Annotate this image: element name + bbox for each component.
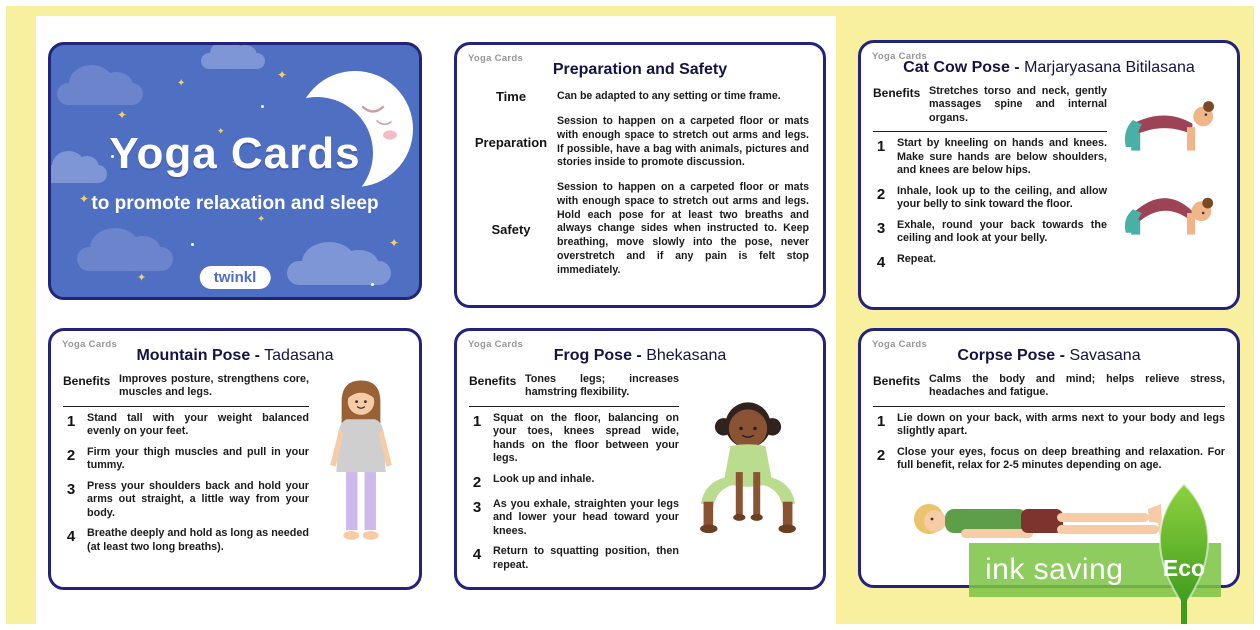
star-icon [177,79,185,89]
card-corner-label: Yoga Cards [62,339,118,350]
step-number: 2 [472,473,482,491]
benefits-text: Calms the body and mind; helps relieve stress, headaches and fatigue. [929,373,1225,399]
star-icon [277,69,287,81]
benefits-label: Benefits [63,374,111,388]
prep-row-safety [465,181,809,277]
step-row [873,185,1107,212]
step-number: 4 [472,546,482,564]
step-number: 1 [66,412,76,430]
benefits-label: Benefits [873,374,921,388]
step-text: Press your shoulders back and hold your arms out straight, a little way from your body. [87,479,309,519]
step-row [873,253,1107,271]
benefits-text: Improves posture, strengthens core, muscles and legs. [119,373,309,399]
twinkl-logo: twinkl [200,266,271,289]
step-number: 4 [66,528,76,546]
card-corner-label: Yoga Cards [468,53,524,64]
step-row [873,412,1225,439]
benefits-row [63,373,309,400]
step-number: 4 [876,253,886,271]
divider [873,131,1107,132]
divider [873,406,1225,407]
card-title: Frog Pose - Bhekasana [553,347,727,364]
cow-pose-figure-icon [1115,83,1223,157]
card-corner-label: Yoga Cards [872,339,928,350]
step-row [63,480,309,520]
step-text: Close your eyes, focus on deep breathing and relaxation. For full benefit, relax for 2-5 minutes depending on age. [897,445,1225,472]
step-row [469,473,679,491]
step-text: Repeat. [897,252,937,265]
star-icon [117,109,127,121]
step-row [63,446,309,473]
card-corner-label: Yoga Cards [468,339,524,350]
benefits-row [469,373,679,400]
star-dot-icon [261,105,264,108]
step-text: Return to squatting position, then repeat. [493,545,679,571]
benefits-text: Stretches torso and neck, gently massages spine and internal organs. [929,85,1107,124]
star-icon [257,215,265,225]
eco-badge-label: Eco [1162,555,1206,581]
cat-cow-pose-card [858,40,1240,310]
step-number: 3 [66,480,76,498]
step-row [469,498,679,538]
step-text: Exhale, round your back towards the ceiling and look at your belly. [897,218,1107,245]
ink-saving-label: ink saving [985,553,1124,586]
step-row [469,412,679,466]
frog-pose-card [454,328,826,590]
row-text: Session to happen on a carpeted floor or mats with enough space to stretch out arms and legs. Hold each pose for at least two breaths and always change sides when instructed to. Keep breathing, move slowly into the pose, never overstretch and if any pain is felt stop immediately. [557,181,809,276]
preparation-safety-card [454,42,826,308]
divider [469,406,679,407]
benefits-row [873,373,1225,400]
cloud-icon [287,261,391,285]
star-dot-icon [191,243,194,246]
card-corner-label: Yoga Cards [872,51,928,62]
step-row [873,446,1225,473]
row-text: Can be adapted to any setting or time frame. [557,89,781,102]
card-title: Mountain Pose - Tadasana [136,347,334,364]
step-row [873,137,1107,177]
resource-subtitle: to promote relaxation and sleep [91,193,379,214]
mountain-pose-illustration [315,369,407,561]
step-number: 1 [876,138,886,156]
step-number: 3 [876,219,886,237]
prep-row-preparation [465,115,809,170]
step-number: 1 [876,412,886,430]
title-card [48,42,422,300]
row-label: Preparation [474,135,548,151]
step-row [873,219,1107,246]
step-row [63,527,309,554]
card-title: Cat Cow Pose - Marjaryasana Bitilasana [903,59,1195,76]
cat-pose-figure-icon [1115,167,1223,241]
squatting-child-icon [687,375,809,557]
step-text: As you exhale, straighten your legs and lower your head toward your knees. [493,497,679,537]
benefits-label: Benefits [873,86,921,100]
step-text: Stand tall with your weight balanced evenly on your feet. [87,411,309,438]
step-number: 3 [472,498,482,516]
step-number: 2 [876,185,886,203]
row-label: Safety [491,221,531,237]
resource-title: Yoga Cards [109,129,361,178]
cat-cow-illustrations [1113,81,1225,271]
step-number: 2 [876,446,886,464]
step-text: Inhale, look up to the ceiling, and allow your belly to sink toward the floor. [897,184,1107,211]
step-text: Start by kneeling on hands and knees. Make sure hands are below shoulders, and knees are below hips. [897,137,1107,177]
step-number: 2 [66,446,76,464]
benefits-row [873,85,1107,125]
star-dot-icon [371,283,374,286]
divider [63,406,309,407]
step-row [63,412,309,439]
standing-girl-icon [317,369,405,561]
step-text: Firm your thigh muscles and pull in your tummy. [87,445,309,472]
card-title: Preparation and Safety [552,61,728,78]
row-text: Session to happen on a carpeted floor or mats with enough space to stretch out arms and legs. If possible, have a bag with animals, pictures and stories inside to promote discussion. [557,115,809,169]
step-text: Breathe deeply and hold as long as needed (at least two long breaths). [87,527,309,553]
star-icon [389,237,399,249]
card-title: Corpse Pose - Savasana [957,347,1141,364]
benefits-text: Tones legs; increases hamstring flexibility. [525,373,679,399]
benefits-label: Benefits [469,374,517,388]
row-label: Time [495,89,527,104]
step-text: Look up and inhale. [493,472,595,485]
step-text: Squat on the floor, balancing on your toes, knees spread wide, hands on the floor between your legs. [493,411,679,465]
step-text: Lie down on your back, with arms next to your body and legs slightly apart. [897,411,1225,438]
star-icon [137,273,146,284]
step-row [469,545,679,572]
cloud-icon [57,83,143,105]
mountain-pose-card [48,328,422,590]
cloud-icon [77,247,173,271]
cloud-icon [201,53,265,69]
prep-row-time [465,89,809,104]
frog-pose-illustration [685,369,811,572]
step-number: 1 [472,412,482,430]
